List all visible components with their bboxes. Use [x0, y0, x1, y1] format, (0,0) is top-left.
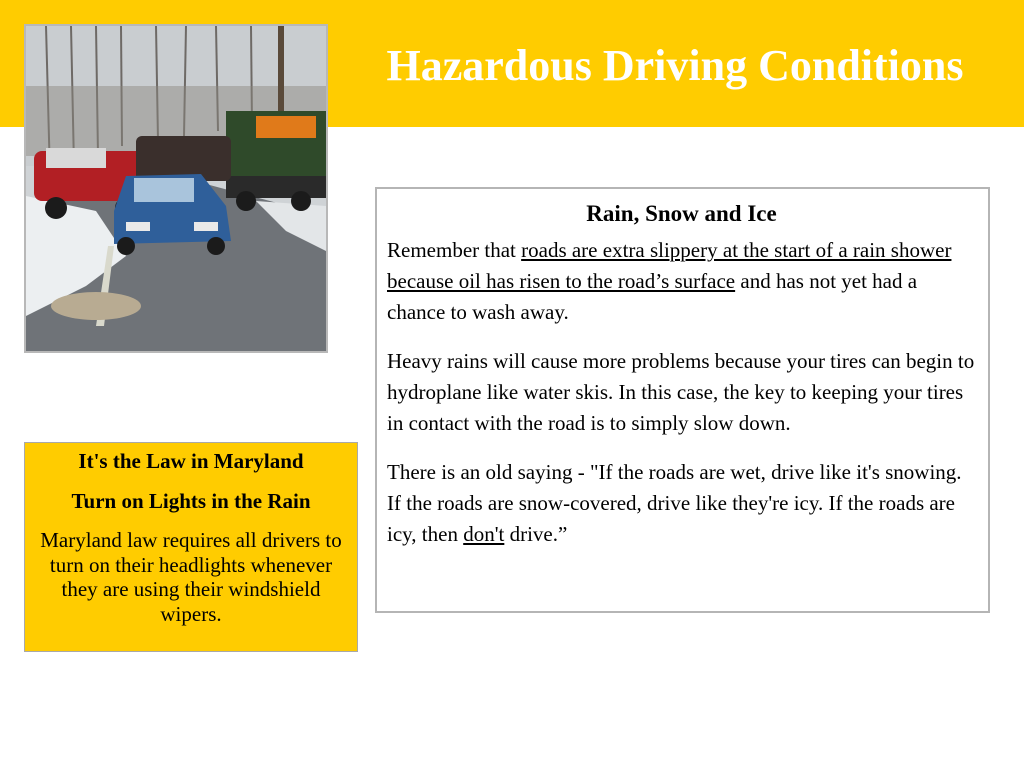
p1-text-after: and has not yet had a chance to wash away.: [387, 269, 918, 324]
law-box-subheading: Turn on Lights in the Rain: [71, 489, 311, 513]
law-box-body: Maryland law requires all drivers to turn on their headlights whenever they are using their windshield wipers.: [40, 528, 342, 626]
maryland-law-box: [24, 442, 358, 652]
paragraph-old-saying: [387, 457, 976, 550]
p3-underlined-text: don't: [463, 522, 505, 546]
winter-road-accident-photo-icon: [26, 26, 326, 351]
paragraph-oil-slippery: [387, 235, 976, 328]
p3-text-before: There is an old saying - "If the roads are wet, drive like it's snowing. If the roads are snow-covered, drive like they're icy. If the roads are icy, then: [387, 460, 962, 546]
road-accident-photo: [24, 24, 328, 353]
slide-title: Hazardous Driving Conditions: [386, 41, 964, 90]
p1-underlined-text: roads are extra slippery at the start of a rain shower because oil has risen to the road’s surface: [387, 238, 952, 293]
rain-snow-ice-box: [375, 187, 990, 613]
p1-text-before: Remember that: [387, 238, 522, 262]
rain-box-heading: Rain, Snow and Ice: [586, 201, 777, 226]
law-box-heading: It's the Law in Maryland: [78, 449, 304, 473]
p3-text-after: drive.”: [504, 522, 568, 546]
paragraph-hydroplane: Heavy rains will cause more problems because your tires can begin to hydroplane like water skis. In this case, the key to keeping your tires in contact with the road is to simply slow down.: [387, 349, 975, 435]
